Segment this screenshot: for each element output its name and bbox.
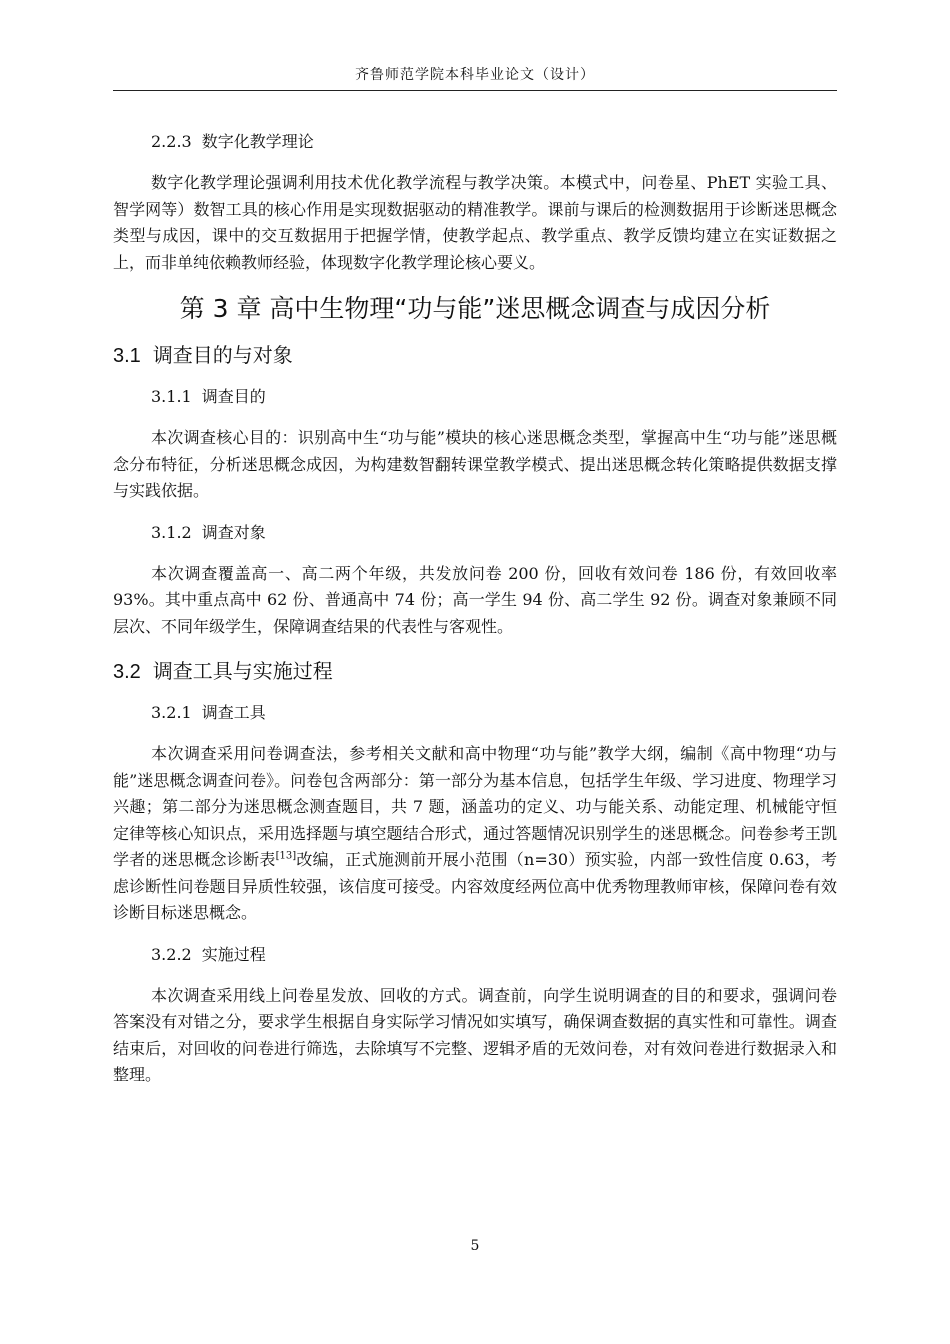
section-title: 实施过程: [201, 944, 266, 964]
section-heading-3-2-2: [151, 941, 837, 969]
section-title: 调查目的与对象: [152, 343, 293, 367]
running-header: 齐鲁师范学院本科毕业论文（设计）: [113, 64, 837, 91]
section-heading-3-2: [113, 654, 837, 689]
citation-link[interactable]: [13]: [275, 850, 297, 862]
section-title: 调查工具: [201, 703, 266, 722]
section-number: 3.1: [113, 345, 141, 367]
section-number: 3.2: [113, 661, 141, 683]
paragraph: 本次调查覆盖高一、高二两个年级，共发放问卷 200 份，回收有效问卷 186 份，有效回收率 93%。其中重点高中 62 份、普通高中 74 份；高一学生 94 份、高二学生 92 份。调查对象兼顾不同层次、不同年级学生，保障调查结果的代表性与客观性。: [113, 563, 837, 636]
section-number: 3.1.2: [151, 522, 192, 542]
paragraph: [113, 741, 837, 927]
chapter-title: 第 3 章 高中生物理“功与能”迷思概念调查与成因分析: [179, 294, 771, 323]
section-heading-3-1-1: [151, 383, 837, 411]
section-title: 调查对象: [201, 522, 266, 542]
section-heading-3-2-1: [151, 699, 837, 727]
section-title: 调查目的: [201, 387, 266, 406]
section-number: 3.2.1: [151, 703, 192, 722]
page-number: 5: [470, 1238, 480, 1254]
paragraph: 数字化教学理论强调利用技术优化教学流程与教学决策。本模式中，问卷星、PhET 实验工具、智学网等）数智工具的核心作用是实现数据驱动的精准教学。课前与课后的检测数据用于诊断迷思概念类型与成因，课中的交互数据用于把握学情，使教学起点、教学重点、教学反馈均建立在实证数据之上，而非单纯依赖教师经验，体现数字化教学理论核心要义。: [113, 173, 837, 272]
section-heading-3-1: [113, 338, 837, 373]
section-heading-3-1-2: [151, 519, 837, 547]
page-body: [113, 128, 837, 1103]
paragraph: 本次调查采用线上问卷星发放、回收的方式。调查前，向学生说明调查的目的和要求，强调问卷答案没有对错之分，要求学生根据自身实际学习情况如实填写，确保调查数据的真实性和可靠性。调查结束后，对回收的问卷进行筛选，去除填写不完整、逻辑矛盾的无效问卷，对有效问卷进行数据录入和整理。: [113, 985, 837, 1084]
paragraph: 本次调查核心目的：识别高中生“功与能”模块的核心迷思概念类型，掌握高中生“功与能”迷思概念分布特征，分析迷思概念成因，为构建数智翻转课堂教学模式、提出迷思概念转化策略提供数据支撑与实践依据。: [113, 428, 837, 500]
paragraph-text: 本次调查采用问卷调查法，参考相关文献和高中物理“功与能”教学大纲，编制《高中物理“功与能”迷思概念调查问卷》。问卷包含两部分：第一部分为基本信息，包括学生年级、学习进度、物理学习兴趣；第二部分为迷思概念测查题目，共 7 题，涵盖功的定义、功与能关系、动能定理、机械能守恒定律等核心知识点，采用选择题与填空题结合形式，通过答题情况识别学生的迷思概念。问卷参考王凯学者的迷思概念诊断表: [113, 744, 837, 869]
paragraph-text: 改编，正式施测前开展小范围（n=30）预实验，内部一致性信度 0.63，考虑诊断性问卷题目异质性较强，该信度可接受。内容效度经两位高中优秀物理教师审核，保障问卷有效诊断目标迷思概念。: [113, 850, 837, 922]
section-title: 数字化教学理论: [201, 132, 314, 151]
section-title: 调查工具与实施过程: [152, 659, 333, 683]
section-number: 3.2.2: [151, 944, 192, 964]
section-number: 2.2.3: [151, 132, 192, 151]
section-number: 3.1.1: [151, 387, 192, 406]
section-heading-2-2-3: [151, 128, 837, 156]
